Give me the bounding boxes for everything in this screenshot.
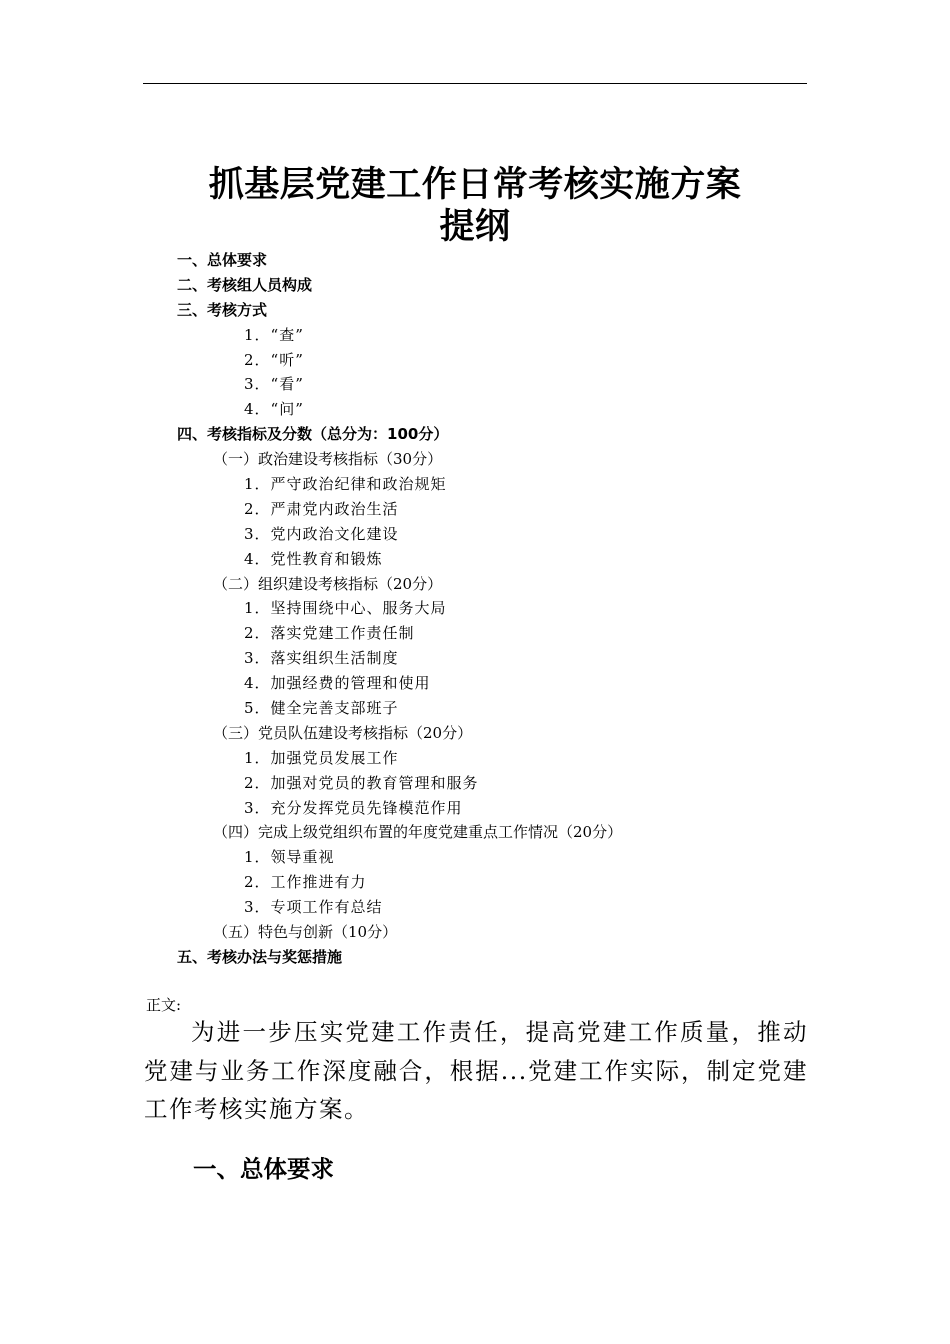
outline-item-level-3: 1．坚持围绕中心、服务大局 [244, 599, 447, 618]
outline-item-level-3: 3．充分发挥党员先锋模范作用 [244, 798, 463, 817]
outline-item-level-1: 一、总体要求 [177, 251, 268, 269]
outline-item-level-3: 3．“看” [244, 375, 304, 394]
outline-item-level-2: （四）完成上级党组织布置的年度党建重点工作情况（20分） [213, 823, 623, 842]
outline-item-level-2: （五）特色与创新（10分） [213, 923, 398, 942]
document-subtitle: 提纲 [439, 207, 511, 247]
outline-list [0, 248, 950, 970]
outline-item-level-3: 2．“听” [244, 350, 304, 369]
outline-item-level-3: 4．“问” [244, 400, 304, 419]
outline-item-level-1: 二、考核组人员构成 [177, 275, 313, 294]
section-heading: 一、总体要求 [193, 1155, 334, 1183]
outline-item-level-3: 2．工作推进有力 [244, 873, 367, 892]
outline-item-level-3: 4．党性教育和锻炼 [244, 549, 383, 568]
outline-item-level-3: 5．健全完善支部班子 [244, 699, 399, 718]
outline-item-level-3: 2．落实党建工作责任制 [244, 624, 415, 643]
header-rule [143, 83, 807, 84]
outline-item-level-2: （一）政治建设考核指标（30分） [213, 450, 443, 469]
outline-item-level-1: 四、考核指标及分数（总分为：100分） [177, 425, 449, 444]
outline-item-level-3: 1．领导重视 [244, 848, 335, 867]
outline-item-level-3: 1．严守政治纪律和政治规矩 [244, 475, 447, 494]
outline-item-level-2: （三）党员队伍建设考核指标（20分） [213, 723, 473, 742]
outline-item-level-3: 3．专项工作有总结 [244, 898, 383, 917]
outline-item-level-1: 五、考核办法与奖惩措施 [177, 947, 343, 966]
outline-item-level-3: 2．加强对党员的教育管理和服务 [244, 773, 479, 792]
outline-item-level-3: 4．加强经费的管理和使用 [244, 674, 431, 693]
outline-item-level-3: 1．“查” [244, 325, 304, 344]
outline-item-level-3: 3．党内政治文化建设 [244, 524, 399, 543]
outline-item-level-3: 1．加强党员发展工作 [244, 748, 399, 767]
outline-item-level-2: （二）组织建设考核指标（20分） [213, 574, 443, 593]
body-paragraph: 为进一步压实党建工作责任，提高党建工作质量，推动党建与业务工作深度融合，根据...党建工作实际，制定党建工作考核实施方案。 [144, 1018, 808, 1123]
document-title: 抓基层党建工作日常考核实施方案 [208, 165, 742, 205]
outline-item-level-3: 2．严肃党内政治生活 [244, 499, 399, 518]
outline-item-level-3: 3．落实组织生活制度 [244, 649, 399, 668]
outline-item-level-1: 三、考核方式 [177, 300, 268, 319]
body-label: 正文: [146, 996, 182, 1014]
